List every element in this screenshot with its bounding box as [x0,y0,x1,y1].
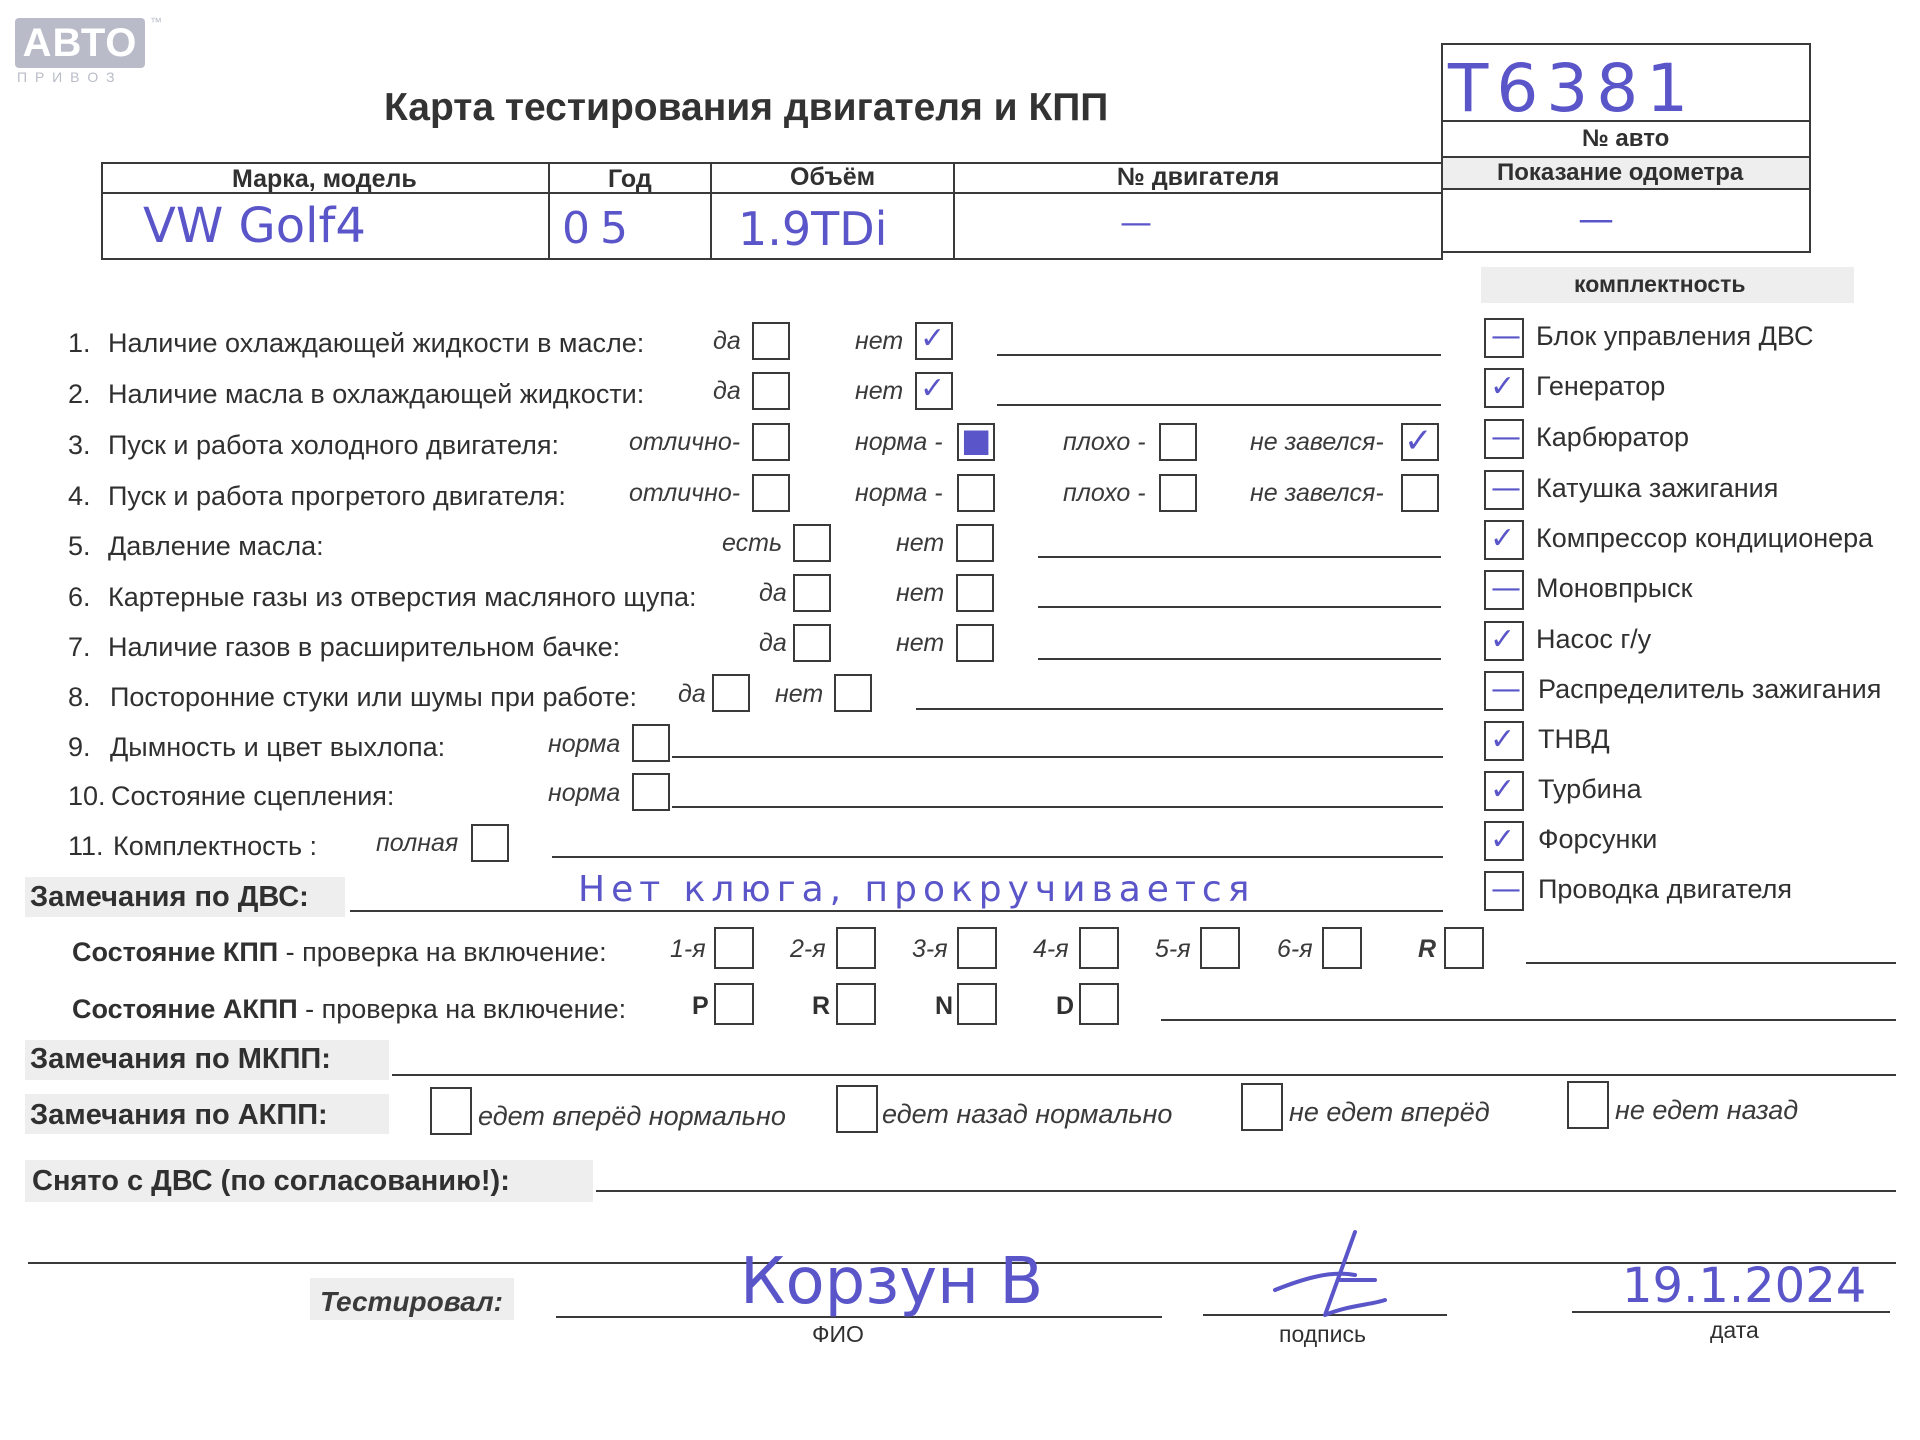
q6-opt-yes: да [759,579,787,607]
q7-number: 7. [68,632,91,662]
gear-1-checkbox[interactable] [714,927,754,969]
q11-full-checkbox[interactable] [471,824,509,862]
q10-text: Состояние сцепления: [111,781,395,811]
mode-p-checkbox[interactable] [714,983,754,1025]
akpp-label-rest: - проверка на включение: [297,994,627,1024]
q5-present-checkbox[interactable] [793,524,831,562]
gear-6-checkbox[interactable] [1322,927,1362,969]
comp-injectors-mark: ✓ [1490,822,1516,857]
q10-opt-normal: норма [548,779,621,807]
q4-number: 4. [68,481,91,511]
gear-5-checkbox[interactable] [1200,927,1240,969]
signature-caption: подпись [1279,1321,1366,1347]
comp-mono-injection-mark: — [1491,571,1521,606]
q11-opt-full: полная [376,829,459,857]
q3-number: 3. [68,430,91,460]
logo-tm: ™ [150,15,162,29]
q6-text: Картерные газы из отверстия масляного щупа: [108,582,697,612]
comp-wiring-mark: — [1491,872,1521,907]
gear-3-checkbox[interactable] [957,927,997,969]
comp-distributor-label: Распределитель зажигания [1538,674,1882,704]
q6-yes-checkbox[interactable] [793,574,831,612]
q2-no-checkmark: ✓ [920,371,946,406]
q1-yes-checkbox[interactable] [752,322,790,360]
q4-opt-not-started: не завелся- [1250,479,1384,507]
comp-generator-mark: ✓ [1490,369,1516,404]
value-engine-number: — [1120,203,1152,241]
comp-turbine-label: Турбина [1538,774,1642,804]
akpp-no-backward-checkbox[interactable] [1567,1081,1609,1129]
completeness-title: комплектность [1574,271,1746,297]
q3-opt-not-started: не завелся- [1250,428,1384,456]
akpp-no-forward-label: не едет вперёд [1289,1097,1490,1127]
mode-r-checkbox[interactable] [836,983,876,1025]
page-title: Карта тестирования двигателя и КПП [384,86,1109,129]
remarks-akpp-label: Замечания по АКПП: [30,1099,328,1131]
tested-name: Корзун В [740,1245,1044,1319]
q2-number: 2. [68,379,91,409]
q11-number: 11. [68,831,104,861]
removed-label: Снято с ДВС (по согласованию!): [32,1165,510,1197]
comp-ac-compressor-mark: ✓ [1490,521,1516,556]
comp-generator-label: Генератор [1536,371,1666,401]
remarks-dvs-label: Замечания по ДВС: [30,881,309,913]
q10-number: 10. [68,781,106,811]
gear-5-label: 5-я [1155,935,1191,963]
col-make-model: Марка, модель [232,165,417,193]
q6-number: 6. [68,582,91,612]
value-year: 05 [562,203,638,254]
mode-p-label: P [692,992,709,1020]
q4-normal-checkbox[interactable] [957,474,995,512]
q9-number: 9. [68,732,91,762]
kpp-label-bold: Состояние КПП [72,937,279,967]
comp-ignition-coil-label: Катушка зажигания [1536,473,1779,503]
q3-text: Пуск и работа холодного двигателя: [108,430,559,460]
q6-opt-no: нет [896,579,945,607]
remarks-mkpp-label: Замечания по МКПП: [30,1043,331,1075]
q11-text: Комплектность : [113,831,318,861]
q3-opt-bad: плохо - [1063,428,1146,456]
q1-no-checkmark: ✓ [920,321,946,356]
q4-text: Пуск и работа прогретого двигателя: [108,481,566,511]
q4-opt-excellent: отлично- [629,479,741,507]
q5-number: 5. [68,531,91,561]
comp-carburetor-mark: — [1491,420,1521,455]
q6-no-checkbox[interactable] [956,574,994,612]
q5-opt-absent: нет [896,529,945,557]
value-make-model: VW Golf4 [143,198,366,254]
q1-opt-yes: да [713,327,741,355]
remarks-dvs-value[interactable]: Нет клюга, прокручивается [578,869,1256,910]
q1-text: Наличие охлаждающей жидкости в масле: [108,328,645,358]
q4-bad-checkbox[interactable] [1159,474,1197,512]
mode-n-label: N [935,992,954,1020]
gear-2-checkbox[interactable] [836,927,876,969]
date-caption: дата [1710,1317,1759,1343]
q5-text: Давление масла: [108,531,324,561]
q8-text: Посторонние стуки или шумы при работе: [110,682,637,712]
comp-injection-pump-label: ТНВД [1538,724,1610,754]
comp-distributor-mark: — [1491,672,1521,707]
q3-not-started-checkmark: ✓ [1404,421,1433,461]
q3-normal-mark: ■ [961,421,992,459]
q4-not-started-checkbox[interactable] [1401,474,1439,512]
akpp-backward-ok-label: едет назад нормально [882,1099,1173,1129]
comp-ps-pump-mark: ✓ [1490,622,1516,657]
comp-wiring-label: Проводка двигателя [1538,874,1792,904]
q2-opt-yes: да [713,377,741,405]
gear-4-checkbox[interactable] [1079,927,1119,969]
logo-main-text: АВТО [22,21,138,65]
q8-opt-no: нет [775,680,824,708]
gear-6-label: 6-я [1277,935,1313,963]
q7-yes-checkbox[interactable] [793,624,831,662]
akpp-label [72,996,626,1023]
gear-r-checkbox[interactable] [1444,927,1484,969]
q4-excellent-checkbox[interactable] [752,474,790,512]
mode-d-label: D [1056,992,1075,1020]
q2-yes-checkbox[interactable] [752,372,790,410]
gear-4-label: 4-я [1033,935,1069,963]
q8-yes-checkbox[interactable] [712,674,750,712]
kpp-label [72,939,607,966]
q7-text: Наличие газов в расширительном бачке: [108,632,621,662]
q8-number: 8. [68,682,91,712]
signature-mark [1255,1220,1405,1330]
q7-no-checkbox[interactable] [956,624,994,662]
col-engine-number: № двигателя [1117,163,1280,191]
q3-opt-normal: норма - [855,428,943,456]
q9-normal-checkbox[interactable] [632,724,670,762]
akpp-forward-ok-checkbox[interactable] [430,1087,472,1135]
akpp-no-backward-label: не едет назад [1615,1095,1799,1125]
comp-mono-injection-label: Моновпрыск [1536,573,1693,603]
gear-1-label: 1-я [670,935,706,963]
q8-opt-yes: да [678,680,706,708]
tested-label: Тестировал: [320,1286,503,1317]
q7-opt-yes: да [759,629,787,657]
comp-carburetor-label: Карбюратор [1536,422,1690,452]
q7-opt-no: нет [896,629,945,657]
mode-n-checkbox[interactable] [957,983,997,1025]
avto-privoz-logo [15,18,145,68]
comp-ecu-label: Блок управления ДВС [1536,321,1814,351]
odometer-label: Показание одометра [1497,159,1744,186]
test-date: 19.1.2024 [1622,1258,1867,1314]
q10-normal-checkbox[interactable] [632,773,670,811]
kpp-label-rest: - проверка на включение: [278,937,607,967]
value-volume: 1.9TDi [738,202,888,256]
akpp-label-bold: Состояние АКПП [72,994,298,1024]
gear-3-label: 3-я [912,935,948,963]
q5-absent-checkbox[interactable] [956,524,994,562]
q5-opt-present: есть [722,529,783,557]
q9-text: Дымность и цвет выхлопа: [110,732,446,762]
q2-text: Наличие масла в охлаждающей жидкости: [108,379,645,409]
auto-number-label: № авто [1582,125,1670,152]
col-volume: Объём [790,163,876,191]
col-year: Год [608,165,652,193]
q1-opt-no: нет [855,327,904,355]
comp-ecu-mark: — [1491,319,1521,354]
comp-injectors-label: Форсунки [1538,824,1658,854]
akpp-no-forward-checkbox[interactable] [1241,1083,1283,1131]
mode-d-checkbox[interactable] [1079,983,1119,1025]
comp-injection-pump-mark: ✓ [1490,722,1516,757]
gear-2-label: 2-я [790,935,826,963]
q1-number: 1. [68,328,91,358]
q9-opt-normal: норма [548,730,621,758]
q2-opt-no: нет [855,377,904,405]
q3-excellent-checkbox[interactable] [752,423,790,461]
q8-no-checkbox[interactable] [834,674,872,712]
name-caption: ФИО [812,1321,864,1347]
q4-opt-bad: плохо - [1063,479,1146,507]
q3-opt-excellent: отлично- [629,428,741,456]
akpp-forward-ok-label: едет вперёд нормально [478,1101,786,1131]
q4-opt-normal: норма - [855,479,943,507]
comp-ps-pump-label: Насос г/у [1536,624,1652,654]
mode-r-label: R [812,992,831,1020]
comp-ac-compressor-label: Компрессор кондиционера [1536,523,1874,553]
comp-ignition-coil-mark: — [1491,471,1521,506]
auto-number-value: T6381 [1448,50,1697,127]
comp-turbine-mark: ✓ [1490,772,1516,807]
gear-r-label: R [1418,935,1437,963]
q3-bad-checkbox[interactable] [1159,423,1197,461]
akpp-backward-ok-checkbox[interactable] [836,1085,878,1133]
odometer-value: — [1578,199,1614,240]
logo-sub-text: П Р И В О З [17,69,117,85]
